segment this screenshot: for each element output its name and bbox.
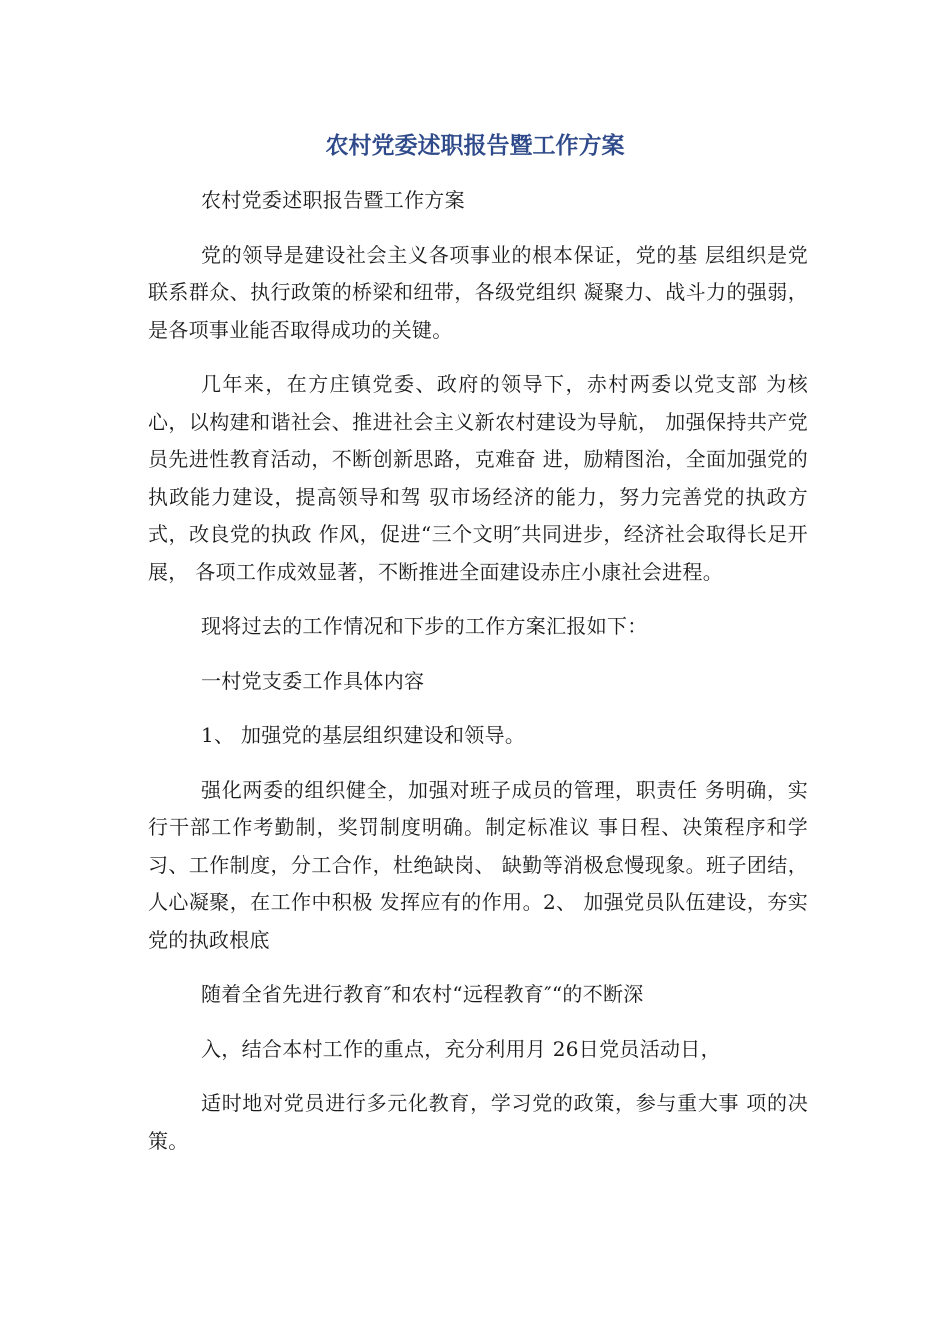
organization-paragraph: 强化两委的组织健全，加强对班子成员的管理，职责任 务明确，实行干部工作考勤制，奖罚制度明确。制定标准议 事日程、决策程序和学习、工作制度，分工合作，杜绝缺岗、 缺勤等消极怠慢现象。班子团结，人心凝聚，在工作中积极 发挥应有的作用。2、 加强党员队伍建设，夯实党的执政根底 (148, 777, 808, 952)
subtitle-paragraph: 农村党委述职报告暨工作方案 (201, 188, 465, 212)
education-paragraph-line-1: 随着全省先进行教育″和农村“远程教育″“的不断深 (201, 982, 644, 1006)
education-paragraph-line-2: 入，结合本村工作的重点，充分利用月 26日党员活动日， (201, 1036, 721, 1061)
section-heading: 一村党支委工作具体内容 (201, 668, 425, 693)
report-lead-paragraph: 现将过去的工作情况和下步的工作方案汇报如下： (201, 614, 648, 638)
achievements-paragraph: 几年来，在方庄镇党委、政府的领导下，赤村两委以党支部 为核心，以构建和谐社会、推进社会主义新农村建设为导航， 加强保持共产党员先进性教育活动，不断创新思路，克难奋 进，励精图治，全面加强党的执政能力建设，提高领导和驾 驭市场经济的能力，努力完善党的执政方式，改良党的执政 作风，促进“三个文明″共同进步，经济社会取得长足开展， 各项工作成效显著，不断推进全面建设赤庄小康社会进程。 (148, 372, 808, 584)
item-heading-1: 1、 加强党的基层组织建设和领导。 (201, 723, 526, 747)
intro-paragraph: 党的领导是建设社会主义各项事业的根本保证，党的基 层组织是党联系群众、执行政策的桥梁和纽带，各级党组织 凝聚力、战斗力的强弱，是各项事业能否取得成功的关键。 (148, 242, 808, 342)
document-title: 农村党委述职报告暨工作方案 (325, 133, 625, 159)
document-body (148, 182, 808, 1177)
education-paragraph-line-3: 适时地对党员进行多元化教育，学习党的政策，参与重大事 项的决策。 (148, 1091, 808, 1153)
